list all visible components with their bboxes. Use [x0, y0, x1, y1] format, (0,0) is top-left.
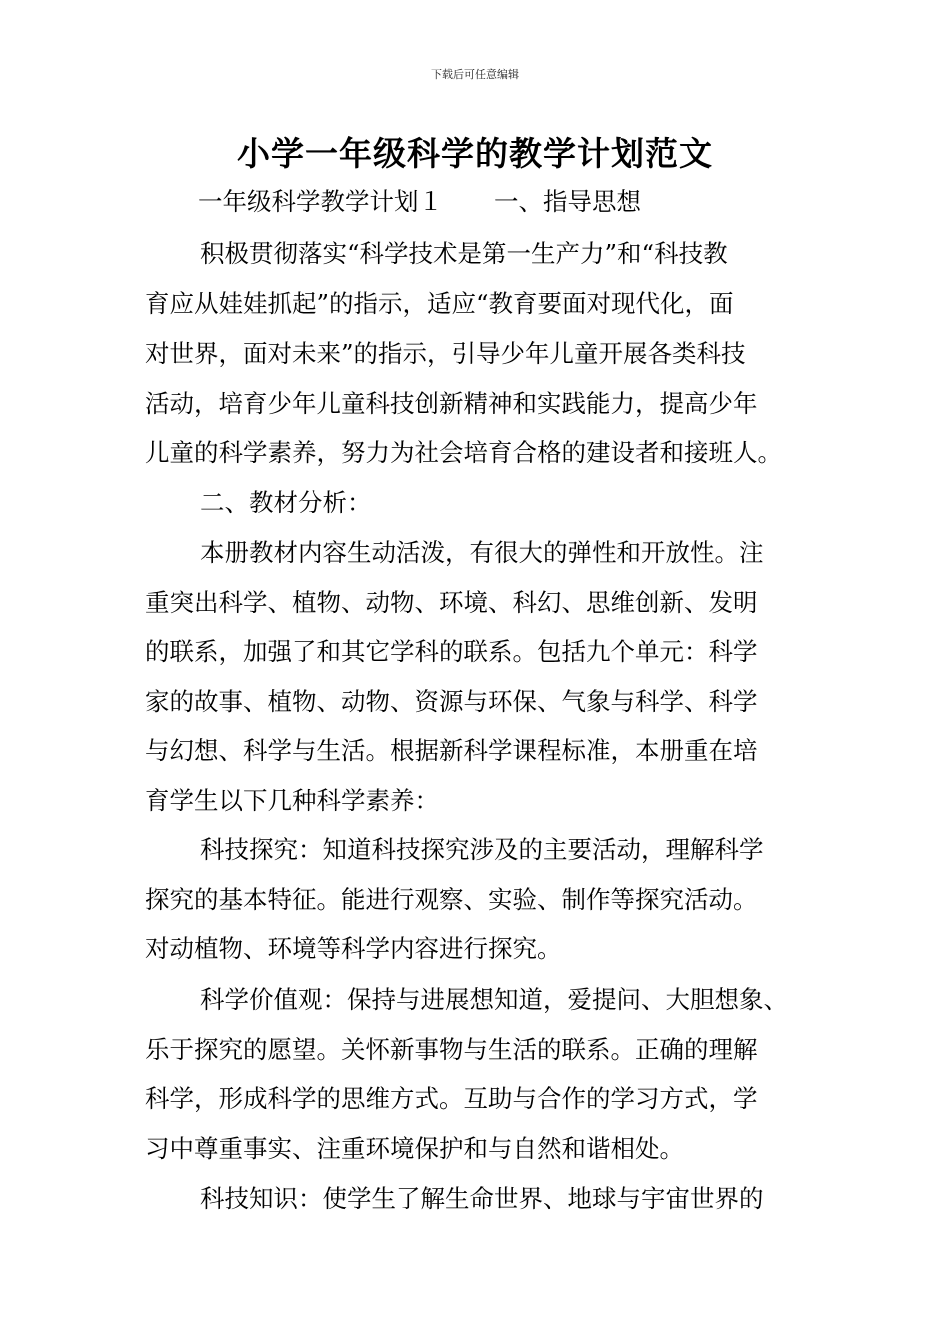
- text-line: 科学，形成科学的思维方式。互助与合作的学习方式，学: [145, 1084, 758, 1113]
- text-line: 积极贯彻落实“科学技术是第一生产力”和“科技教: [200, 239, 728, 268]
- text-line: 习中尊重事实、注重环境保护和与自然和谐相处。: [145, 1134, 684, 1163]
- text-line: 乐于探究的愿望。关怀新事物与生活的联系。正确的理解: [145, 1035, 758, 1064]
- text-line: 科技知识：使学生了解生命世界、地球与宇宙世界的: [200, 1184, 764, 1213]
- text-line: 家的故事、植物、动物、资源与环保、气象与科学、科学: [145, 687, 758, 716]
- text-line: 对世界，面对未来”的指示，引导少年儿童开展各类科技: [145, 339, 746, 368]
- text-line: 本册教材内容生动活泼，有很大的弹性和开放性。注: [200, 538, 764, 567]
- text-line: 育学生以下几种科学素养：: [145, 786, 439, 815]
- text-line: 活动，培育少年儿童科技创新精神和实践能力，提高少年: [145, 389, 758, 418]
- section-heading-textbook-analysis: 二、教材分析：: [200, 488, 372, 517]
- header-note: 下载后可任意编辑: [431, 68, 519, 81]
- text-line: 探究的基本特征。能进行观察、实验、制作等探究活动。: [145, 885, 758, 914]
- section-heading-guiding-thought: 一、指导思想: [494, 187, 641, 216]
- text-line: 的联系，加强了和其它学科的联系。包括九个单元：科学: [145, 637, 758, 666]
- text-line: 科学价值观：保持与进展想知道，爱提问、大胆想象、: [200, 985, 788, 1014]
- page-title: 小学一年级科学的教学计划范文: [237, 134, 713, 173]
- text-line: 重突出科学、植物、动物、环境、科幻、思维创新、发明: [145, 588, 758, 617]
- text-line: 对动植物、环境等科学内容进行探究。: [145, 934, 562, 963]
- text-line: 儿童的科学素养，努力为社会培育合格的建设者和接班人。: [145, 438, 782, 467]
- text-line: 育应从娃娃抓起”的指示，适应“教育要面对现代化，面: [145, 289, 734, 318]
- plan-name: 一年级科学教学计划１: [198, 187, 443, 216]
- text-line: 科技探究：知道科技探究涉及的主要活动，理解科学: [200, 835, 764, 864]
- text-line: 与幻想、科学与生活。根据新科学课程标准，本册重在培: [145, 736, 758, 765]
